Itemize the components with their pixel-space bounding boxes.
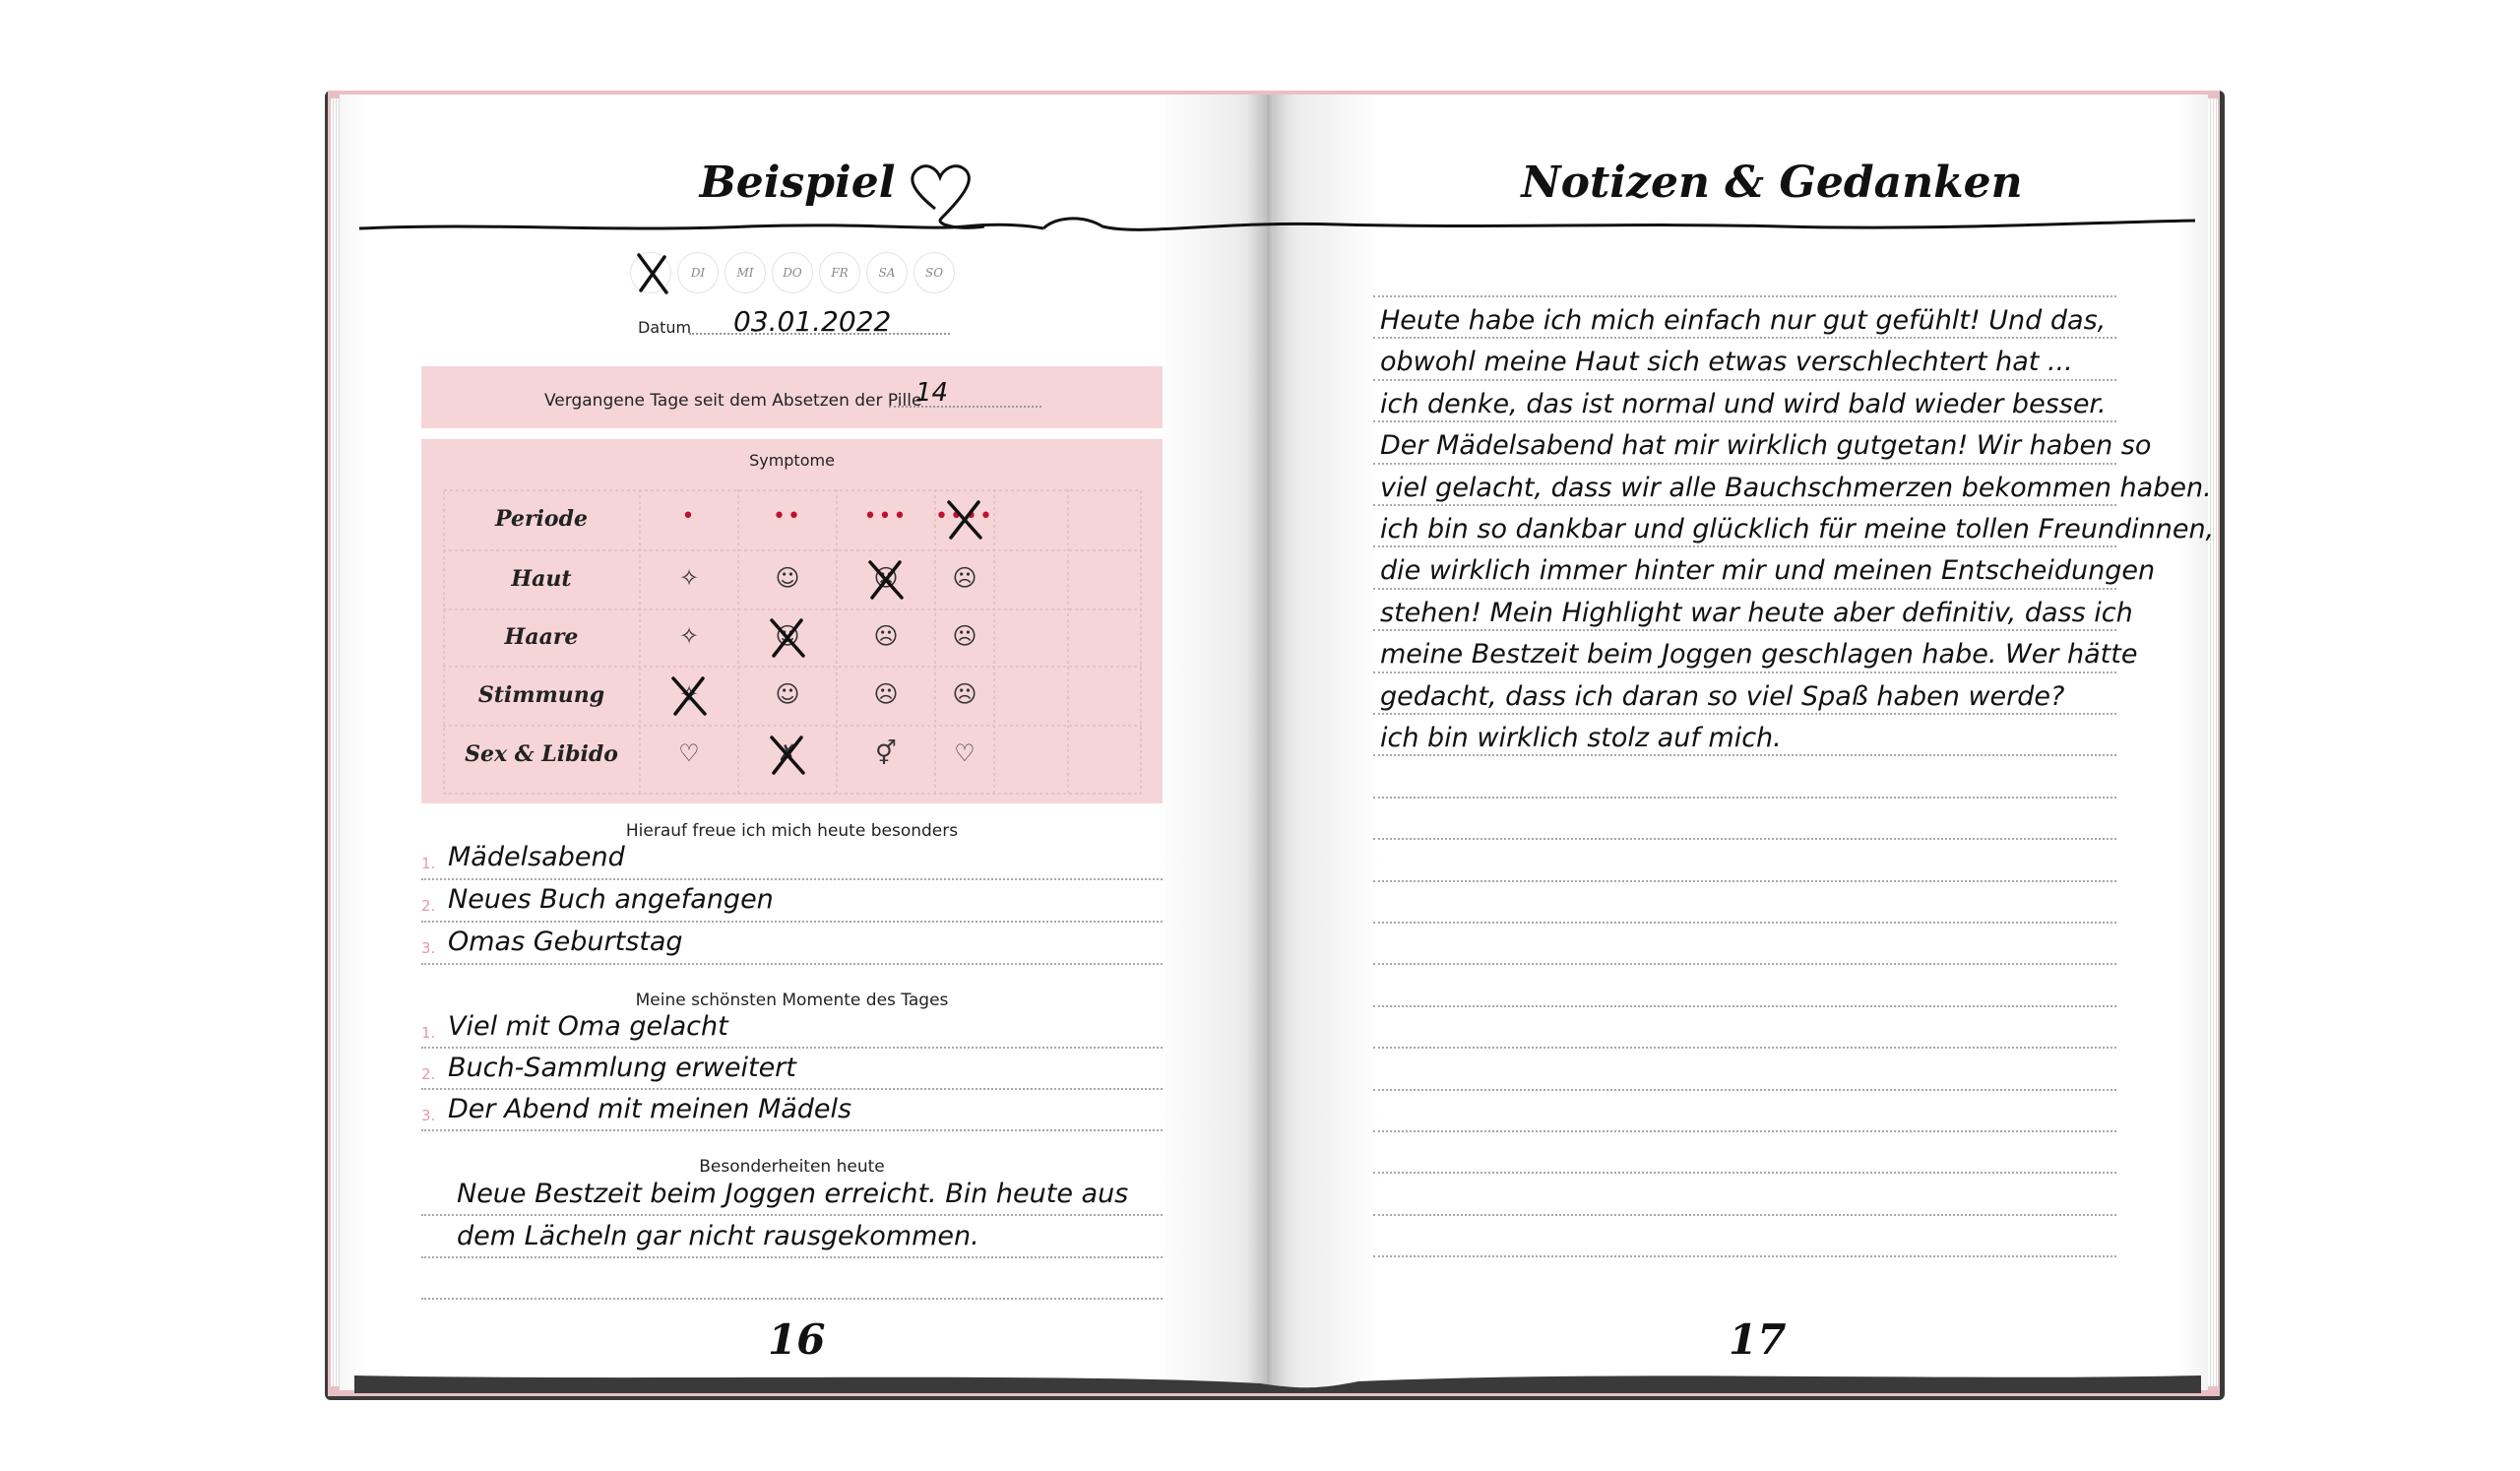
note-line[interactable]: Der Mädelsabend hat mir wirklich gutgetan! Wir haben so bbox=[1380, 430, 2152, 462]
notes-rule bbox=[1373, 463, 2116, 465]
notes-rule bbox=[1373, 1005, 2116, 1007]
note-line[interactable]: meine Bestzeit beim Joggen geschlagen habe. Wer hätte bbox=[1380, 639, 2138, 671]
note-line[interactable]: ich denke, das ist normal und wird bald wieder besser. bbox=[1380, 388, 2107, 419]
period-drop-icon[interactable]: • bbox=[681, 504, 697, 529]
pill-days-value[interactable]: 14 bbox=[915, 378, 949, 408]
symptom-icon[interactable]: ☹ bbox=[952, 622, 977, 650]
notes-rule bbox=[1373, 545, 2116, 547]
right-page-title: Notizen & Gedanken bbox=[1521, 158, 2023, 208]
special-line-2[interactable]: dem Lächeln gar nicht rausgekommen. bbox=[457, 1221, 979, 1251]
pill-days-label: Vergangene Tage seit dem Absetzen der Pille bbox=[544, 391, 922, 411]
joy-num-1: 1. bbox=[421, 855, 436, 872]
special-title: Besonderheiten heute bbox=[699, 1157, 885, 1177]
moment-rule-1 bbox=[421, 1047, 1163, 1049]
special-rule-1 bbox=[421, 1214, 1163, 1216]
weekday-do[interactable]: DO bbox=[772, 252, 813, 293]
weekday-selector bbox=[630, 252, 955, 293]
symptom-icon[interactable]: ✗ bbox=[777, 739, 798, 767]
symptom-row-label: Periode bbox=[495, 506, 588, 532]
symptom-icon[interactable]: ✧ bbox=[678, 622, 700, 650]
check-cross-icon bbox=[633, 251, 672, 296]
joy-item-3[interactable]: Omas Geburtstag bbox=[448, 927, 683, 957]
notes-rule bbox=[1373, 1214, 2116, 1216]
left-page-title: Beispiel bbox=[699, 158, 896, 208]
special-rule-3 bbox=[421, 1298, 1163, 1300]
symptom-row-label: Haare bbox=[504, 624, 579, 650]
symptom-icon[interactable]: ☺ bbox=[775, 564, 800, 592]
notes-rule bbox=[1373, 504, 2116, 506]
weekday-mi[interactable]: MI bbox=[724, 252, 766, 293]
note-line[interactable]: obwohl meine Haut sich etwas verschlechtert hat ... bbox=[1380, 347, 2073, 378]
notes-rule bbox=[1373, 713, 2116, 715]
moment-item-1[interactable]: Viel mit Oma gelacht bbox=[448, 1011, 728, 1042]
note-line[interactable]: stehen! Mein Highlight war heute aber definitiv, dass ich bbox=[1380, 597, 2133, 628]
notes-rule bbox=[1373, 838, 2116, 840]
joy-item-1[interactable]: Mädelsabend bbox=[448, 842, 625, 872]
symptom-icon[interactable]: ☺ bbox=[775, 622, 800, 650]
symptoms-grid bbox=[443, 489, 1142, 795]
cross-mark-icon bbox=[766, 734, 809, 777]
date-label: Datum bbox=[638, 318, 692, 337]
joy-item-2[interactable]: Neues Buch angefangen bbox=[448, 884, 774, 915]
symptom-icon[interactable]: ☹ bbox=[952, 564, 977, 592]
moment-num-2: 2. bbox=[421, 1065, 436, 1083]
special-rule-2 bbox=[421, 1256, 1163, 1258]
notes-rule bbox=[1373, 963, 2116, 965]
symptom-icon[interactable]: ☹ bbox=[952, 680, 977, 708]
symptom-icon[interactable]: ✧ bbox=[678, 564, 700, 592]
heart-icon bbox=[913, 166, 984, 228]
moment-num-1: 1. bbox=[421, 1024, 436, 1042]
symptom-row-label: Stimmung bbox=[477, 682, 605, 708]
symptom-icon[interactable]: ✧ bbox=[678, 680, 700, 708]
joy-rule-2 bbox=[421, 921, 1163, 923]
weekday-mo[interactable] bbox=[630, 252, 671, 293]
moment-item-2[interactable]: Buch-Sammlung erweitert bbox=[448, 1053, 796, 1083]
cross-mark-icon bbox=[864, 558, 908, 602]
bottom-page-curve bbox=[354, 1364, 2201, 1393]
joy-title: Hierauf freue ich mich heute besonders bbox=[625, 821, 959, 841]
left-page-number: 16 bbox=[768, 1315, 826, 1364]
book-gutter bbox=[1248, 95, 1288, 1390]
notes-rule bbox=[1373, 1089, 2116, 1091]
note-line[interactable]: ich bin so dankbar und glücklich für meine tollen Freundinnen, bbox=[1380, 514, 2215, 544]
notes-rule bbox=[1373, 629, 2116, 631]
cross-mark-icon bbox=[766, 616, 809, 660]
joy-rule-3 bbox=[421, 963, 1163, 965]
notes-rule bbox=[1373, 337, 2116, 339]
weekday-sa[interactable]: SA bbox=[866, 252, 908, 293]
right-page-number: 17 bbox=[1729, 1315, 1787, 1364]
notes-rule bbox=[1373, 420, 2116, 422]
notes-rule bbox=[1373, 588, 2116, 590]
notes-rule bbox=[1373, 379, 2116, 381]
period-drop-icon[interactable]: •••• bbox=[935, 504, 994, 529]
symptom-icon[interactable]: ☹ bbox=[873, 680, 899, 708]
note-line[interactable]: die wirklich immer hinter mir und meinen Entscheidungen bbox=[1380, 555, 2156, 587]
joy-rule-1 bbox=[421, 878, 1163, 880]
notes-rule bbox=[1373, 1130, 2116, 1132]
notes-rule bbox=[1373, 922, 2116, 924]
notes-rule bbox=[1373, 754, 2116, 756]
notes-rule bbox=[1373, 1255, 2116, 1257]
cross-mark-icon bbox=[667, 674, 711, 718]
period-drop-icon[interactable]: •• bbox=[773, 504, 802, 529]
weekday-di[interactable]: DI bbox=[677, 252, 719, 293]
moment-rule-3 bbox=[421, 1129, 1163, 1131]
page-edges-right bbox=[2208, 98, 2218, 1386]
weekday-fr[interactable]: FR bbox=[819, 252, 860, 293]
moments-title: Meine schönsten Momente des Tages bbox=[635, 991, 949, 1010]
note-line[interactable]: Heute habe ich mich einfach nur gut gefühlt! Und das, bbox=[1380, 305, 2107, 336]
special-line-1[interactable]: Neue Bestzeit beim Joggen erreicht. Bin heute aus bbox=[457, 1179, 1129, 1209]
period-drop-icon[interactable]: ••• bbox=[863, 504, 909, 529]
symptom-icon[interactable]: ☺ bbox=[775, 680, 800, 708]
moment-item-3[interactable]: Der Abend mit meinen Mädels bbox=[448, 1094, 852, 1124]
notes-rule bbox=[1373, 1047, 2116, 1049]
notes-rule bbox=[1373, 880, 2116, 882]
note-line[interactable]: viel gelacht, dass wir alle Bauchschmerzen bekommen haben. bbox=[1380, 472, 2212, 503]
joy-num-2: 2. bbox=[421, 897, 436, 915]
symptoms-title: Symptome bbox=[749, 451, 835, 470]
symptom-icon[interactable]: ⚥ bbox=[875, 739, 897, 767]
moment-num-3: 3. bbox=[421, 1107, 436, 1124]
symptom-row-label: Sex & Libido bbox=[465, 741, 618, 767]
symptom-icon[interactable]: ♡ bbox=[678, 739, 700, 767]
symptom-icon[interactable]: ☹ bbox=[873, 622, 899, 650]
date-value[interactable]: 03.01.2022 bbox=[733, 305, 892, 338]
cross-mark-icon bbox=[943, 498, 986, 542]
symptom-row-label: Haut bbox=[511, 566, 572, 592]
notes-rule bbox=[1373, 672, 2116, 673]
notes-rule bbox=[1373, 295, 2116, 297]
symptom-icon[interactable]: ♡ bbox=[954, 739, 976, 767]
notes-rule bbox=[1373, 797, 2116, 799]
pill-days-rule bbox=[889, 406, 1041, 408]
symptom-icon[interactable]: ☹ bbox=[873, 564, 899, 592]
moment-rule-2 bbox=[421, 1088, 1163, 1090]
joy-num-3: 3. bbox=[421, 939, 436, 957]
note-line[interactable]: ich bin wirklich stolz auf mich. bbox=[1380, 723, 1782, 753]
notes-rule bbox=[1373, 1172, 2116, 1174]
weekday-so[interactable]: SO bbox=[914, 252, 955, 293]
note-line[interactable]: gedacht, dass ich daran so viel Spaß haben werde? bbox=[1380, 680, 2065, 712]
